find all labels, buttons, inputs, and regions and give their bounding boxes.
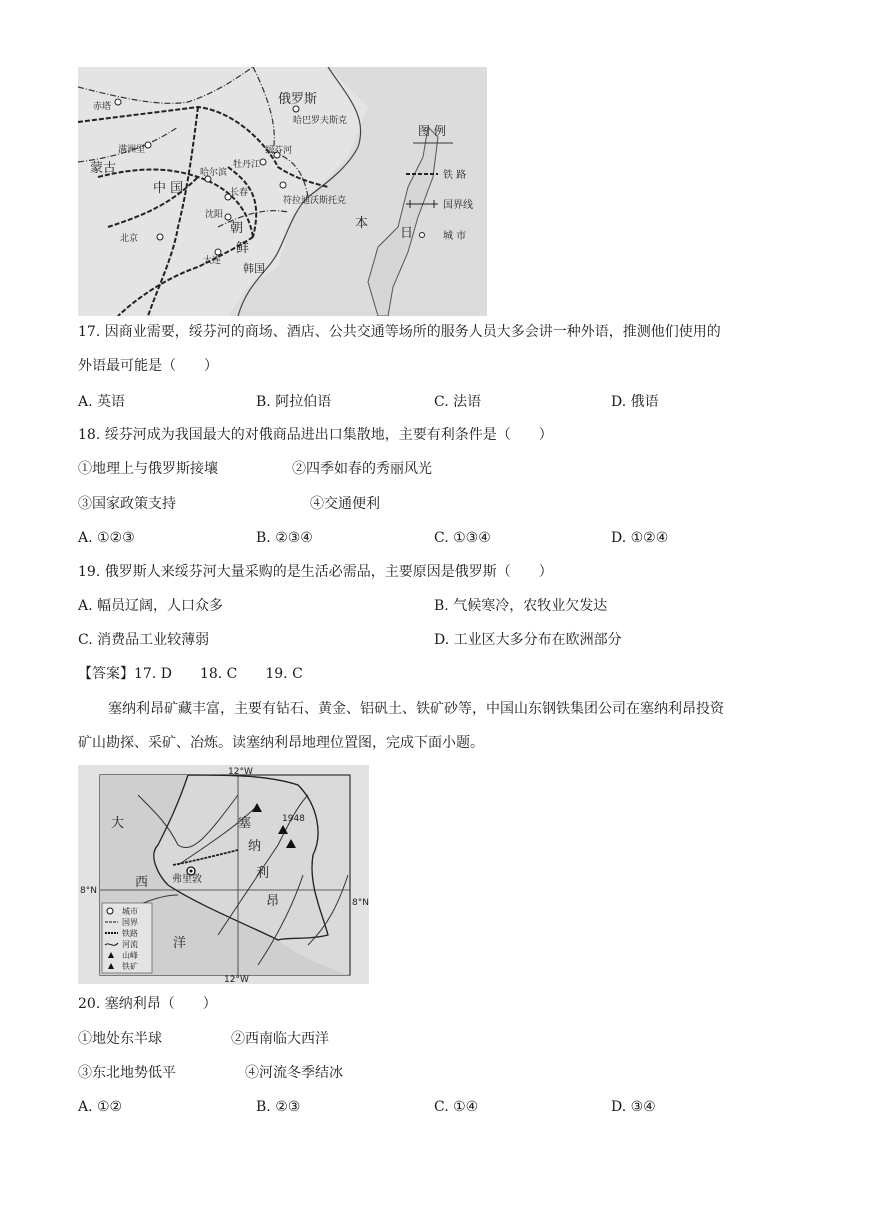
map2-label-lon-top: 12°W	[228, 767, 253, 777]
q17-option-b[interactable]: B. 阿拉伯语	[256, 394, 332, 410]
intro-line1: 塞纳利昂矿藏丰富，主要有钻石、黄金、铝矾土、铁矿砂等，中国山东钢铁集团公司在塞纳利昂投资	[108, 701, 724, 717]
map1-label-korea-n: 朝	[230, 221, 244, 236]
map2-legend-railway: 铁路	[122, 929, 138, 938]
northeast-asia-map	[78, 67, 487, 316]
map2-label-lat-left: 8°N	[80, 886, 97, 896]
q18-item-3: ③国家政策支持	[78, 496, 176, 512]
map2-legend-peak: 山峰	[122, 951, 138, 960]
q17-stem-line2: 外语最可能是（ ）	[78, 358, 218, 374]
q19-option-a[interactable]: A. 幅员辽阔，人口众多	[78, 598, 224, 614]
map1-label-russia: 俄罗斯	[278, 92, 318, 107]
map1-label-suifenhe: 绥芬河	[265, 146, 293, 156]
q18-item-2: ②四季如春的秀丽风光	[292, 461, 432, 477]
map2-label-li: 利	[256, 866, 270, 881]
map2-label-xi: 西	[135, 875, 149, 890]
q18-option-b[interactable]: B. ②③④	[256, 530, 313, 546]
sierra-leone-map	[78, 765, 369, 984]
map1-label-beijing: 北京	[120, 234, 139, 244]
q18-option-a[interactable]: A. ①②③	[78, 530, 135, 546]
q20-item-2: ②西南临大西洋	[231, 1031, 329, 1047]
map2-label-lat-right: 8°N	[352, 898, 369, 908]
map2-label-lon-bottom: 12°W	[224, 975, 249, 984]
q19-stem: 19. 俄罗斯人来绥芬河大量采购的是生活必需品，主要原因是俄罗斯（ ）	[78, 564, 553, 580]
map1-label-chita: 赤塔	[93, 102, 112, 112]
map1-label-vladivostok: 符拉迪沃斯托克	[283, 196, 347, 206]
map2-label-freetown: 弗里敦	[172, 874, 202, 885]
map2-label-sai: 塞	[238, 816, 252, 831]
q17-stem-line1: 17. 因商业需要，绥芬河的商场、酒店、公共交通等场所的服务人员大多会讲一种外语，推测他们使用的	[78, 324, 721, 340]
q18-option-d[interactable]: D. ①②④	[611, 530, 669, 546]
map1-label-mudanjiang: 牡丹江	[233, 160, 261, 170]
map1-legend-city: 城 市	[443, 231, 467, 242]
map2-label-yang: 洋	[173, 936, 187, 951]
map2-label-ang: 昂	[266, 894, 280, 909]
map2-label-na: 纳	[248, 839, 262, 854]
q17-option-c[interactable]: C. 法语	[434, 394, 482, 410]
q19-option-d[interactable]: D. 工业区大多分布在欧洲部分	[434, 632, 622, 648]
q17-option-d[interactable]: D. 俄语	[611, 394, 659, 410]
q20-option-b[interactable]: B. ②③	[256, 1099, 301, 1115]
map2-legend-city: 城市	[122, 907, 138, 916]
map2-legend-river: 河流	[122, 940, 138, 949]
map1-label-mongolia: 蒙古	[90, 161, 117, 176]
q20-item-3: ③东北地势低平	[78, 1065, 176, 1081]
map1-label-japan2: 本	[355, 216, 369, 231]
q17-option-a[interactable]: A. 英语	[78, 394, 126, 410]
map1-label-shenyang: 沈阳	[205, 210, 224, 220]
map1-legend-railway: 铁 路	[443, 170, 467, 181]
q20-item-4: ④河流冬季结冰	[245, 1065, 343, 1081]
q19-option-c[interactable]: C. 消费品工业较薄弱	[78, 632, 210, 648]
map1-label-korea-n2: 鲜	[236, 241, 250, 256]
q18-item-1: ①地理上与俄罗斯接壤	[78, 461, 218, 477]
map1-label-japan: 日	[400, 226, 414, 241]
q20-stem: 20. 塞纳利昂（ ）	[78, 996, 217, 1012]
map2-legend-border: 国界	[122, 918, 138, 927]
answer-key: 【答案】17. D 18. C 19. C	[78, 666, 303, 682]
map1-label-manzhouli: 满洲里	[118, 145, 146, 155]
q18-stem: 18. 绥芬河成为我国最大的对俄商品进出口集散地，主要有利条件是（ ）	[78, 427, 553, 443]
q18-option-c[interactable]: C. ①③④	[434, 530, 491, 546]
map1-legend-border: 国界线	[443, 200, 473, 211]
q20-item-1: ①地处东半球	[78, 1031, 162, 1047]
q18-item-4: ④交通便利	[310, 496, 380, 512]
map1-label-harbin: 哈尔滨	[200, 168, 228, 178]
q20-option-a[interactable]: A. ①②	[78, 1099, 123, 1115]
map1-label-china: 中 国	[153, 181, 184, 196]
map1-label-changchun: 长春	[230, 188, 249, 198]
map2-legend-iron-mine: 铁矿	[122, 962, 138, 971]
q20-option-c[interactable]: C. ①④	[434, 1099, 479, 1115]
q20-option-d[interactable]: D. ③④	[611, 1099, 656, 1115]
intro-line2: 矿山勘探、采矿、冶炼。读塞纳利昂地理位置图，完成下面小题。	[78, 735, 484, 751]
map1-label-khabarovsk: 哈巴罗夫斯克	[293, 116, 348, 126]
map1-label-korea-s: 韩国	[243, 262, 265, 275]
map2-label-peak: 1948	[282, 814, 305, 824]
map1-label-dalian: 大连	[203, 256, 222, 266]
map2-label-da: 大	[111, 816, 125, 831]
map1-legend-title: 图 例	[418, 124, 446, 138]
q19-option-b[interactable]: B. 气候寒冷，农牧业欠发达	[434, 598, 608, 614]
